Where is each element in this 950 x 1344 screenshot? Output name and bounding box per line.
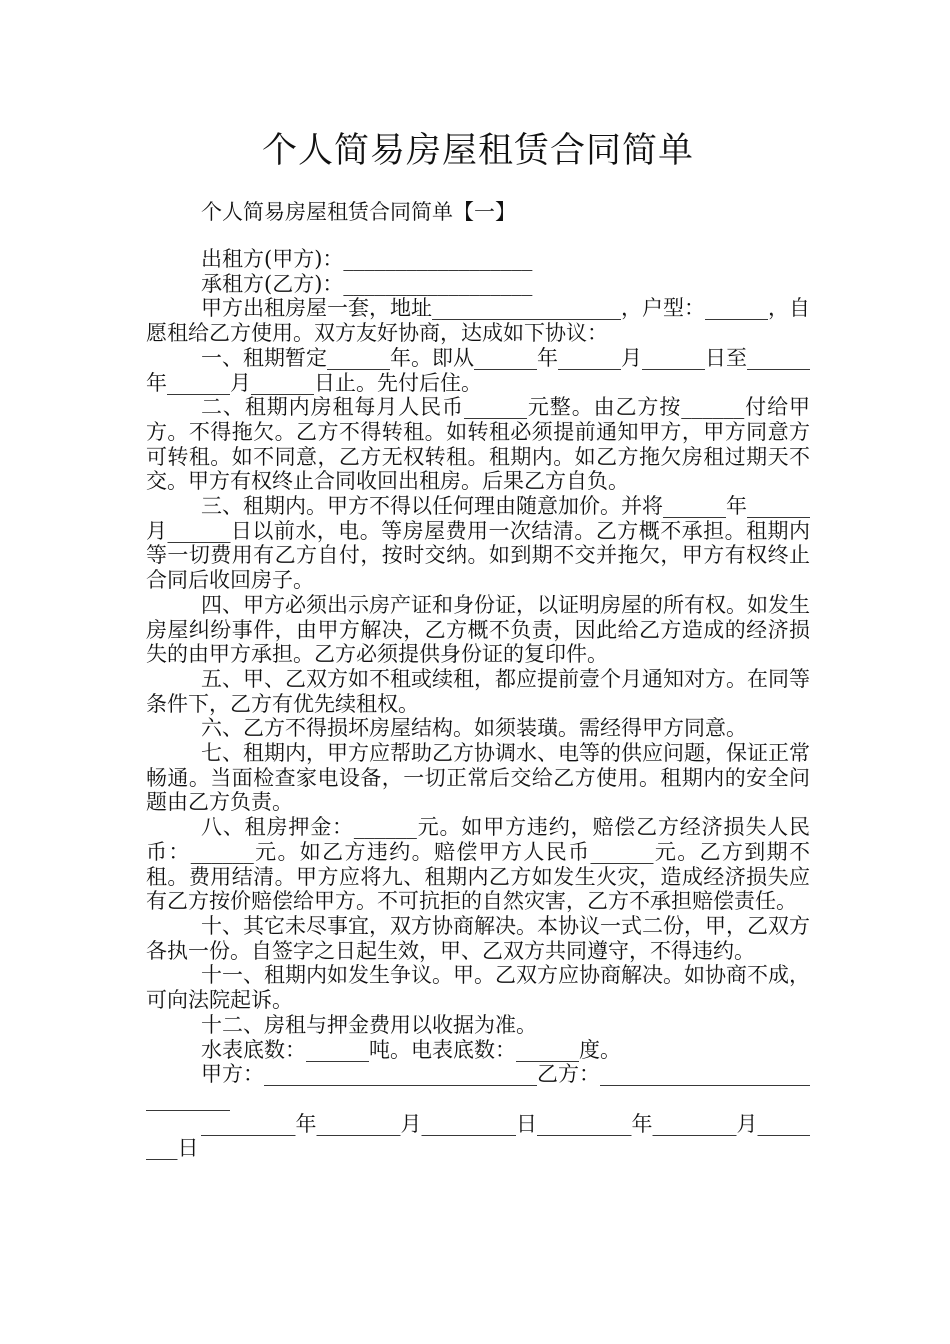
clause-11-disputes: 十一、租期内如发生争议。甲。乙双方应协商解决。如协商不成，可向法院起诉。: [146, 963, 810, 1013]
clause-1-lease-term: 一、租期暂定______年。即从______年______月______日至______年______月______日止。先付后住。: [146, 345, 810, 395]
document-title: 个人简易房屋租赁合同简单: [261, 131, 694, 171]
intro-paragraph: 甲方出租房屋一套，地址__________________，户型：______，自愿租给乙方使用。双方友好协商，达成如下协议：: [146, 296, 810, 346]
document-subtitle: 个人简易房屋租赁合同简单【一】: [201, 200, 516, 224]
clause-3-fees: 三、租期内。甲方不得以任何理由随意加价。并将______年______月______日以前水，电。等房屋费用一次结清。乙方概不承担。租期内等一切费用有乙方自付，按时交纳。如到期不交并拖欠，甲方有权终止合同后收回房子。: [146, 494, 810, 593]
clause-10-other: 十、其它未尽事宜，双方协商解决。本协议一式二份，甲，乙双方各执一份。自签字之日起生效，甲、乙双方共同遵守，不得违约。: [146, 913, 810, 963]
clause-8-deposit: 八、租房押金：______元。如甲方违约，赔偿乙方经济损失人民币：______元。如乙方违约。赔偿甲方人民币______元。乙方到期不租。费用结清。甲方应将九、租期内乙方如发生火灾，造成经济损失应有乙方按价赔偿给甲方。不可抗拒的自然灾害，乙方不承担赔偿责任。: [146, 815, 810, 914]
signature-line: 甲方：__________________________乙方：____________________________: [146, 1062, 810, 1111]
clause-12-receipts: 十二、房租与押金费用以收据为准。: [201, 1012, 537, 1037]
lessor-line: 出租方(甲方)：__________________: [201, 247, 533, 271]
meter-readings: 水表底数：______吨。电表底数：______度。: [201, 1037, 621, 1062]
clause-5-renewal: 五、甲、乙双方如不租或续租，都应提前壹个月通知对方。在同等条件下，乙方有优先续租权。: [146, 666, 810, 716]
contract-body: [146, 247, 810, 1161]
clause-7-utilities: 七、租期内，甲方应帮助乙方协调水、电等的供应问题，保证正常畅通。当面检查家电设备，一切正常后交给乙方使用。租期内的安全问题由乙方负责。: [146, 741, 810, 815]
clause-2-rent: 二、租期内房租每月人民币______元整。由乙方按______付给甲方。不得拖欠。乙方不得转租。如转租必须提前通知甲方，甲方同意方可转租。如不同意，乙方无权转租。租期内。如乙方拖欠房租过期天不交。甲方有权终止合同收回出租房。后果乙方自负。: [146, 395, 810, 494]
clause-4-ownership: 四、甲方必须出示房产证和身份证，以证明房屋的所有权。如发生房屋纠纷事件，由甲方解决，乙方概不负责，因此给乙方造成的经济损失的由甲方承担。乙方必须提供身份证的复印件。: [146, 592, 810, 667]
clause-6-structure: 六、乙方不得损坏房屋结构。如须装璜。需经得甲方同意。: [201, 716, 747, 741]
date-line: _________年________月_________日_________年________月________日: [146, 1111, 810, 1161]
lessee-line: 承租方(乙方)：__________________: [201, 271, 533, 296]
